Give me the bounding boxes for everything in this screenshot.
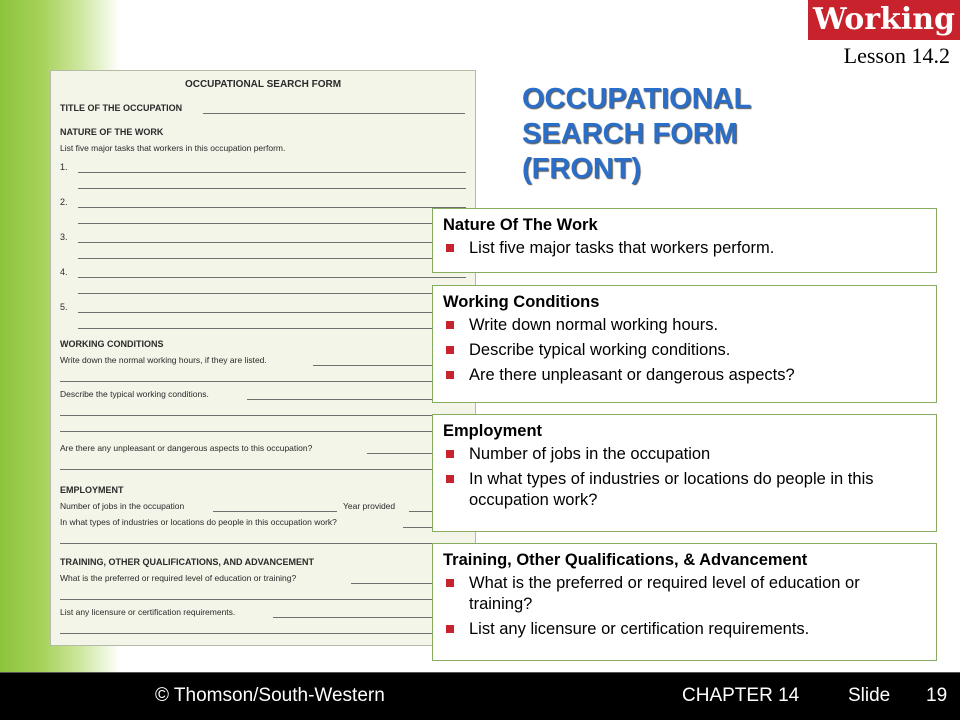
callout-bullet: Write down normal working hours. <box>443 315 926 336</box>
form-working-hours: Write down the normal working hours, if they are listed. <box>60 355 267 365</box>
form-line <box>203 113 465 114</box>
form-line <box>78 277 466 278</box>
footer-slide-label: Slide <box>848 685 891 706</box>
working-logo: Working <box>808 0 960 41</box>
form-line <box>78 242 466 243</box>
footer-slide-number: 19 <box>926 685 948 706</box>
callout-heading: Working Conditions <box>443 293 600 311</box>
form-line <box>78 172 466 173</box>
form-number: 2. <box>60 197 68 207</box>
slide-title-line: OCCUPATIONAL <box>522 83 752 115</box>
form-line <box>60 543 466 544</box>
form-title: OCCUPATIONAL SEARCH FORM <box>184 79 342 90</box>
slide-title-line: (FRONT) <box>522 153 642 185</box>
callout-working-conditions <box>432 285 937 403</box>
form-number: 1. <box>60 162 68 172</box>
form-line <box>60 415 466 416</box>
form-working-describe: Describe the typical working conditions. <box>60 389 209 399</box>
form-line <box>60 469 466 470</box>
callout-bullet: In what types of industries or locations do people in this occupation work? <box>443 469 926 511</box>
callout-nature-of-work <box>432 208 937 273</box>
callout-employment <box>432 414 937 532</box>
callout-training <box>432 543 937 661</box>
callout-bullet: List any licensure or certification requirements. <box>443 619 926 640</box>
form-training-heading: TRAINING, OTHER QUALIFICATIONS, AND ADVANCEMENT <box>60 557 314 567</box>
form-number: 3. <box>60 232 68 242</box>
callout-bullet: Are there unpleasant or dangerous aspects? <box>443 365 926 386</box>
slide-title <box>522 82 751 187</box>
form-nature-instruction: List five major tasks that workers in this occupation perform. <box>60 143 286 153</box>
form-line <box>78 207 466 208</box>
form-line <box>60 431 466 432</box>
form-number: 5. <box>60 302 68 312</box>
form-line <box>78 258 466 259</box>
callout-bullet: Number of jobs in the occupation <box>443 444 926 465</box>
form-training-level: What is the preferred or required level of education or training? <box>60 573 297 583</box>
form-nature-heading: NATURE OF THE WORK <box>60 127 164 137</box>
callout-bullet: What is the preferred or required level of education or training? <box>443 573 926 615</box>
form-line <box>78 312 466 313</box>
slide-title-line: SEARCH FORM <box>522 118 738 150</box>
form-line <box>78 328 466 329</box>
callout-heading: Training, Other Qualifications, & Advancement <box>443 551 808 569</box>
callout-heading: Nature Of The Work <box>443 216 598 234</box>
form-line <box>78 188 466 189</box>
form-line <box>213 511 337 512</box>
footer-bar <box>0 672 960 720</box>
form-training-licensure: List any licensure or certification requirements. <box>60 607 236 617</box>
form-employment-year: Year provided <box>343 501 396 511</box>
footer-copyright: © Thomson/South-Western <box>155 685 385 706</box>
form-occupation-label: TITLE OF THE OCCUPATION <box>60 103 183 113</box>
form-line <box>60 599 466 600</box>
form-employment-industries: In what types of industries or locations do people in this occupation work? <box>60 517 337 527</box>
footer-chapter: CHAPTER 14 <box>682 685 800 706</box>
form-number: 4. <box>60 267 68 277</box>
form-line <box>78 293 466 294</box>
form-line <box>60 381 466 382</box>
form-employment-jobs: Number of jobs in the occupation <box>60 501 185 511</box>
callout-bullet: List five major tasks that workers perform. <box>443 238 926 259</box>
lesson-label: Lesson 14.2 <box>843 43 950 68</box>
form-working-unpleasant: Are there any unpleasant or dangerous aspects to this occupation? <box>60 443 313 453</box>
form-line <box>78 223 466 224</box>
form-employment-heading: EMPLOYMENT <box>60 485 124 495</box>
callout-heading: Employment <box>443 422 543 440</box>
form-line <box>60 633 466 634</box>
occupational-search-form-image <box>50 70 476 646</box>
callout-bullet: Describe typical working conditions. <box>443 340 926 361</box>
form-working-heading: WORKING CONDITIONS <box>60 339 164 349</box>
